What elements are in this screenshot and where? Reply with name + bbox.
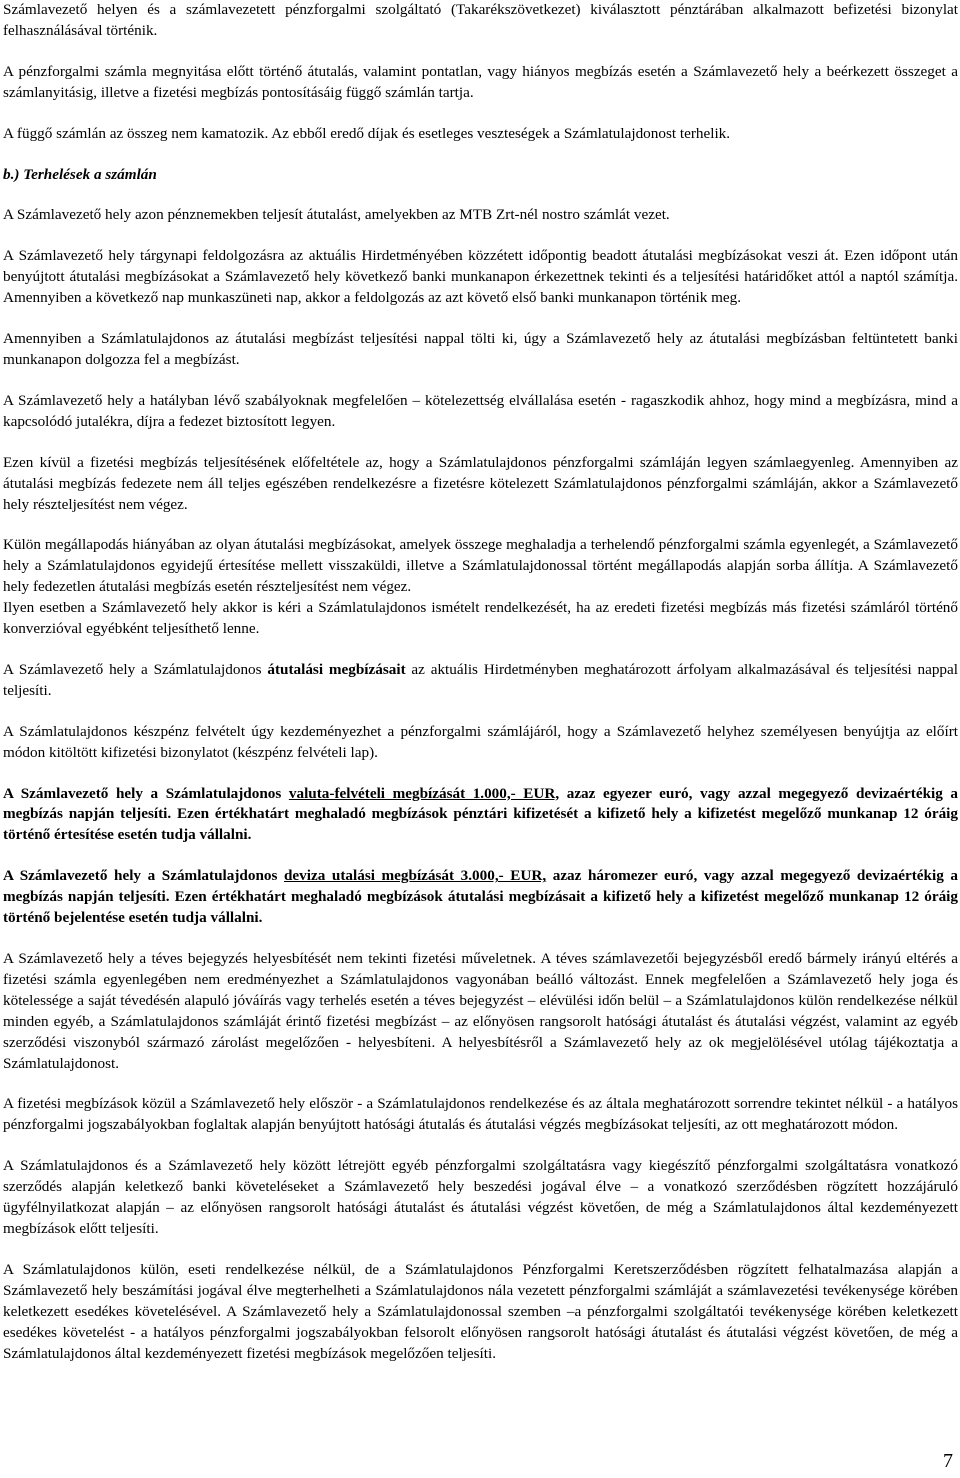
paragraph-insufficient-funds: Külön megállapodás hiányában az olyan átutalási megbízásokat, amelyek összege meghaladja a terhelendő pénzforgalmi számla egyenlegét, a Számlavezető hely a Számlatulajdonos egyidejű értesítése mellett visszaküldi, illetve a Számlatulajdonossal történt megállapodás alapján sorba állítja. A Számlavezető hely fedezetlen átutalási megbízás esetén részteljesítést nem végez. bbox=[3, 536, 958, 596]
text-run-bold: átutalási megbízásait bbox=[267, 660, 406, 678]
paragraph-value-date: Amennyiben a Számlatulajdonos az átutalási megbízást teljesítési nappal tölti ki, úgy a Számlavezető hely az átutalási megbízásban feltüntetett banki munkanapon dolgozza fel a megbízást. bbox=[3, 330, 958, 368]
paragraph-balance-precondition: Ezen kívül a fizetési megbízás teljesítésének előfeltétele az, hogy a Számlatulajdonos pénzforgalmi számláján legyen számlaegyenleg. Amennyiben az átutalási megbízás fedezete nem áll teljes egészében rendelkezésre a fizetésre kötelezett Számlatulajdonos pénzforgalmi számláján, akkor a Számlavezető hely részteljesítést nem végez. bbox=[3, 453, 958, 513]
paragraph-correction: A Számlavezető hely a téves bejegyzés helyesbítését nem tekinti fizetési műveletnek. A téves számlavezetői bejegyzésből eredő bármely irányú eltérés a fizetési számla egyenlegében nem eredményezhet a Számlatulajdonos vagyonában beálló változást. Ennek megfelelően a Számlavezető hely joga és kötelessége a saját tévedésén alapuló jóváírás vagy terhelés esetén a téves bejegyzést – elévülési időn belül – a Számlatulajdonos külön rendelkezése nélkül minden egyéb, a Számlatulajdonos számláját érintő fizetési megbízást – az előnyösen rangsorolt hatósági átutalást és átutalási végzést, valamint az egyéb szerződési viszonyból származó zárolást megelőzően - helyesbíteni. A helyesbítésről a Számlavezető hely az ok megjelölésével utólag tájékoztatja a Számlatulajdonost. bbox=[3, 950, 958, 1072]
paragraph-coverage: A Számlavezető hely a hatályban lévő szabályoknak megfelelően – kötelezettség elvállalása esetén - ragaszkodik ahhoz, hogy mind a megbízásra, mind a kapcsolódó jutalékra, díjra a fedezet biztosított legyen. bbox=[3, 391, 958, 430]
paragraph-cutoff-time: A Számlavezető hely tárgynapi feldolgozásra az aktuális Hirdetményében közzétett időpontig beadott átutalási megbízásokat veszi át. Ezen időpont után benyújtott átutalási megbízásokat a Számlavezető hely következő banki munkanapon érkezettnek tekinti és a teljesítési határidőket attól a naptól számítja. Amennyiben a következő nap munkaszüneti nap, akkor a feldolgozás az azt követő első banki munkanapon történik meg. bbox=[3, 247, 958, 307]
paragraph-deposit: Számlavezető helyen és a számlavezetett pénzforgalmi szolgáltató (Takarékszövetkezet) kiválasztott pénztárában alkalmazott befizetési bizonylat felhasználásával történik. bbox=[3, 1, 958, 39]
text-run: A Számlavezető hely a Számlatulajdonos bbox=[3, 784, 289, 802]
text-run: A Számlavezető hely a Számlatulajdonos bbox=[3, 660, 268, 678]
paragraph-currency-withdrawal-limit bbox=[3, 784, 958, 847]
text-run-underlined: valuta-felvételi megbízását 1.000,- EUR, bbox=[288, 784, 560, 802]
text-run: A Számlavezető hely a Számlatulajdonos bbox=[3, 867, 284, 885]
paragraph-currencies: A Számlavezető hely azon pénznemekben teljesít átutalást, amelyekben az MTB Zrt-nél nostro számlát vezet. bbox=[3, 206, 670, 224]
text-run: azaz háromezer euró, vagy azzal megegyező devizaértékig a megbízás napján teljesíti. Ezen értékhatárt meghaladó megbízások átutalási megbízásait a kifizető hely a kifizetést megelőző munkanap 12 óráig történő bejelentése esetén tudja vállalni. bbox=[3, 867, 958, 927]
text-run-underlined: deviza utalási megbízását 3.000,- EUR, bbox=[283, 867, 547, 885]
page-number: 7 bbox=[943, 1450, 953, 1472]
paragraph-bank-claims: A Számlatulajdonos és a Számlavezető hely között létrejött egyéb pénzforgalmi szolgáltatásra vagy kiegészítő pénzforgalmi szolgáltatásra vonatkozó szerződés alapján keletkező banki követeléseket a Számlavezető hely beszedési jogával élve – a vonatkozó szerződésben rögzített hozzájáruló ügyfélnyilatkozat alapján – az előnyösen rangsorolt hatósági átutalást és átutalási végzést követően, de még a Számlatulajdonos által kezdeményezett megbízások előtt teljesíti. bbox=[3, 1157, 958, 1237]
section-heading-debits: b.) Terhelések a számlán bbox=[3, 165, 157, 183]
paragraph-pending-account: A pénzforgalmi számla megnyitása előtt történő átutalás, valamint pontatlan, vagy hiányos megbízás esetén a Számlavezető hely a beérkezett összeget a számlanyitásig, illetve a fizetési megbízás pontosításáig függő számlán tartja. bbox=[3, 62, 958, 101]
paragraph-cash-withdrawal: A Számlatulajdonos készpénz felvételt úgy kezdeményezhet a pénzforgalmi számlájáról, hogy a Számlavezető helyhez személyesen benyújtja az előírt módon kitöltött kifizetési bizonylatot (készpénz felvételi lap). bbox=[3, 722, 958, 761]
paragraph-exchange-rate bbox=[3, 660, 958, 702]
paragraph-fx-transfer-limit bbox=[3, 866, 958, 929]
paragraph-priority-order: A fizetési megbízások közül a Számlavezető hely először - a Számlatulajdonos rendelkezése és az általa meghatározott sorrendre tekintet nélkül - a hatályos pénzforgalmi jogszabályokban foglaltak alapján benyújtott hatósági átutalás és átutalási végzés megbízásokat teljesíti, az ott meghatározott módon. bbox=[3, 1095, 958, 1134]
text-run: az aktuális Hirdetményben meghatározott árfolyam alkalmazásával és teljesítési nappal teljesíti. bbox=[3, 660, 958, 699]
paragraph-set-off: A Számlatulajdonos külön, eseti rendelkezése nélkül, de a Számlatulajdonos Pénzforgalmi Keretszerződésben rögzített felhatalmazása alapján a Számlavezető hely beszámítási jogával élve megterhelheti a Számlatulajdonos nála vezetett pénzforgalmi számláját a számlavezetési tevékenysége körében keletkezett esedékes követelésével. A Számlavezető hely a Számlatulajdonossal szemben –a pénzforgalmi szolgáltatói tevékenysége körében keletkezett esedékes követelést - a hatályos pénzforgalmi jogszabályokban felsorolt előnyösen rangsorolt hatósági átutalást és átutalási végzést követően, de még a Számlatulajdonos által kezdeményezett fizetési megbízások megelőzően teljesíti. bbox=[3, 1260, 958, 1362]
document-page bbox=[3, 0, 958, 1384]
paragraph-conversion: Ilyen esetben a Számlavezető hely akkor is kéri a Számlatulajdonos ismételt rendelkezését, ha az eredeti fizetési megbízás más fizetési számláról történő konverzióval egyébként teljesíthető lenne. bbox=[3, 599, 958, 638]
paragraph-no-interest: A függő számlán az összeg nem kamatozik. Az ebből eredő díjak és esetleges veszteségek a Számlatulajdonost terhelik. bbox=[3, 124, 731, 142]
text-run: azaz egyezer euró, vagy azzal megegyező devizaértékig a megbízás napján teljesíti. Ezen értékhatárt meghaladó megbízások pénztári kifizetését a kifizető hely a kifizetést megelőző munkanap 12 óráig történő értesítése esetén tudja vállalni. bbox=[3, 784, 958, 844]
